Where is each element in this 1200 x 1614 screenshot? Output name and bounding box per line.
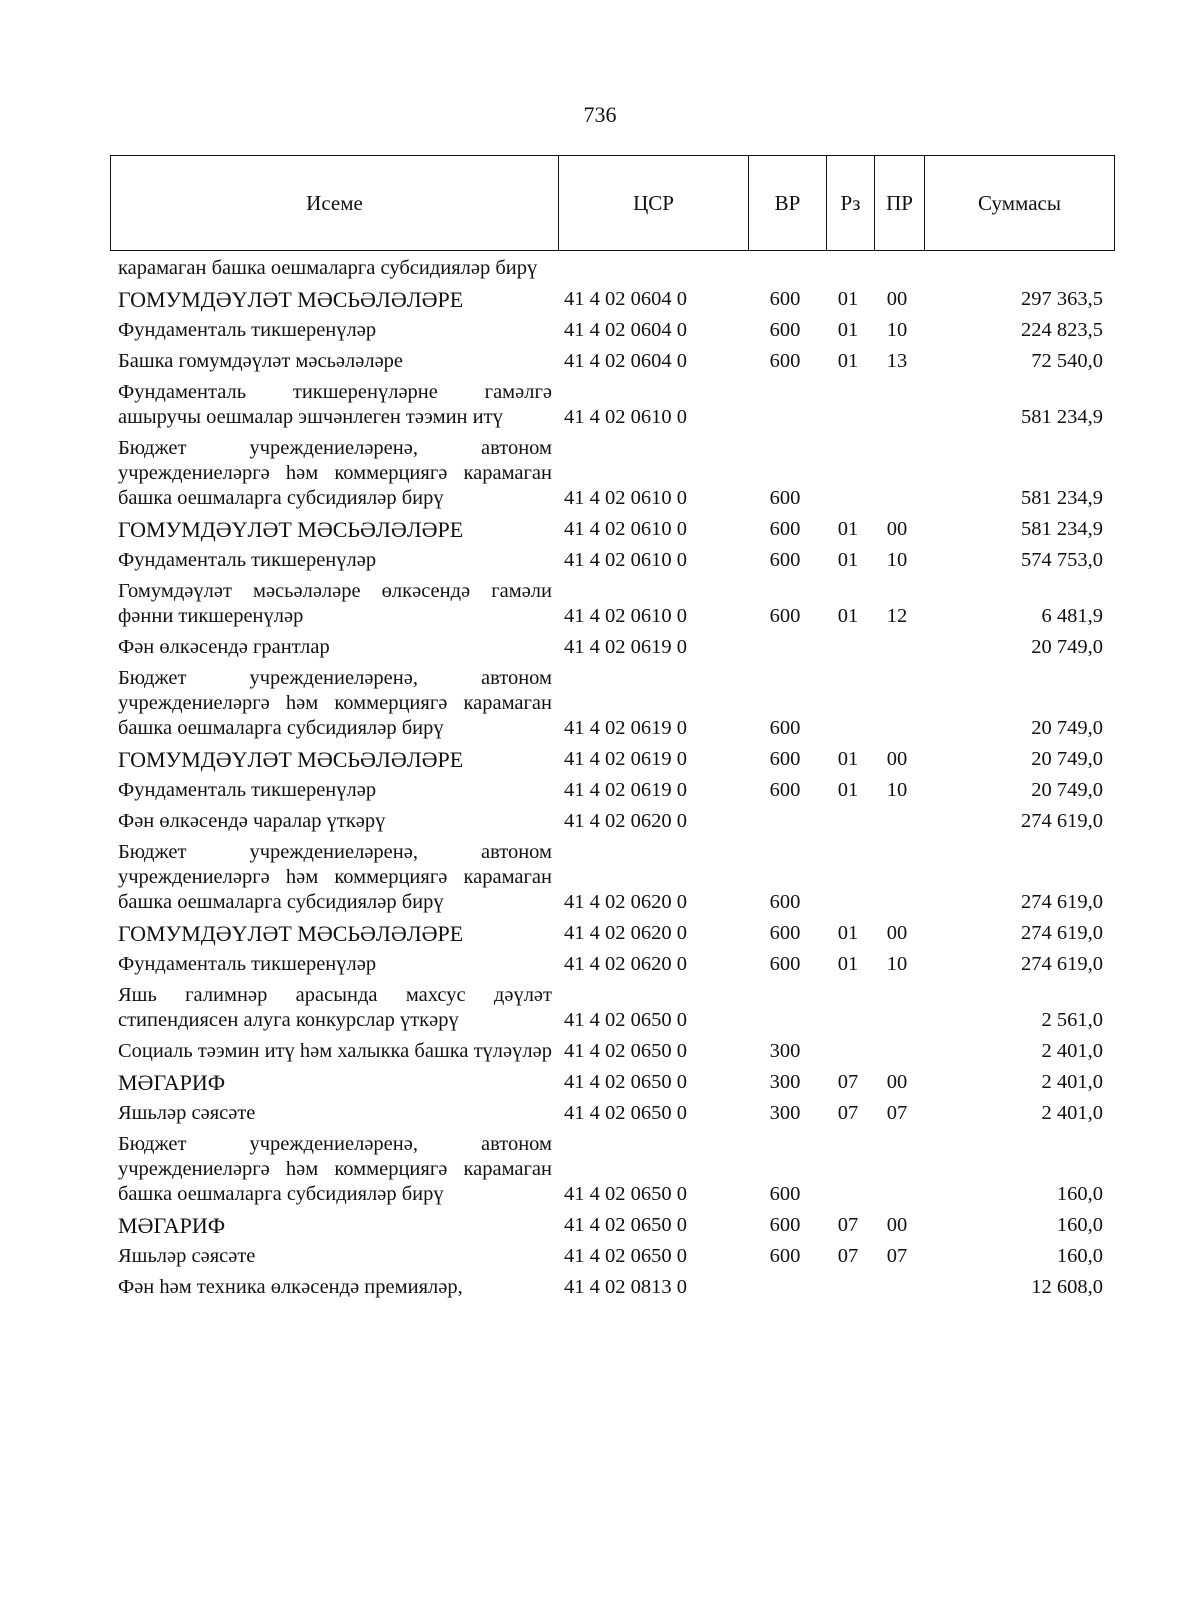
table-row [110,666,1115,747]
table-header [110,155,1115,251]
row-sum: 72 540,0 [1031,350,1103,372]
row-name: Фундаменталь тикшеренүләр [118,953,377,975]
table-row [110,635,1115,666]
row-name: Фундаменталь тикшеренүләрне гамәлгә ашыручы оешмалар эшчәнлеген тәэмин итү [118,381,552,428]
table-row [110,1244,1115,1275]
row-sum: 274 619,0 [1021,922,1103,944]
row-name: Яшьләр сәясәте [118,1245,256,1267]
row-csr: 41 4 02 0650 0 [564,1183,687,1205]
row-csr: 41 4 02 0619 0 [564,748,687,770]
row-sum: 20 749,0 [1031,748,1103,770]
row-csr: 41 4 02 0619 0 [564,779,687,801]
row-rz: 01 [837,288,859,310]
table-row [110,256,1115,287]
row-rz: 01 [837,922,859,944]
row-rz: 01 [837,953,859,975]
row-sum: 2 401,0 [1041,1071,1103,1093]
row-name: МӘГАРИФ [118,1213,226,1238]
row-rz: 01 [837,350,859,372]
table-row [110,548,1115,579]
row-sum: 160,0 [1056,1214,1103,1236]
row-name: Социаль тәэмин итү һәм халыкка башка түләүләр [118,1040,552,1062]
header-csr: ЦСР [559,156,749,250]
table-row [110,1213,1115,1244]
row-csr: 41 4 02 0610 0 [564,487,687,509]
row-vr: 600 [769,549,801,571]
row-vr: 600 [769,1183,801,1205]
header-sum: Суммасы [978,190,1061,215]
row-vr: 600 [769,518,801,540]
row-csr: 41 4 02 0620 0 [564,953,687,975]
table-row [110,380,1115,436]
table-row [110,436,1115,517]
row-rz: 01 [837,518,859,540]
header-name: Исеме [111,156,559,250]
header-pr: ПР [875,156,925,250]
row-name: МӘГАРИФ [118,1070,226,1095]
table-row [110,579,1115,635]
table-row [110,921,1115,952]
row-pr: 13 [886,350,908,372]
row-csr: 41 4 02 0650 0 [564,1040,687,1062]
row-sum: 274 619,0 [1021,810,1103,832]
table-row [110,1132,1115,1213]
row-csr: 41 4 02 0619 0 [564,636,687,658]
row-rz: 07 [837,1245,859,1267]
row-csr: 41 4 02 0604 0 [564,319,687,341]
page-number: 736 [583,102,617,127]
row-sum: 581 234,9 [1021,406,1103,428]
row-vr: 600 [769,717,801,739]
row-rz: 07 [837,1102,859,1124]
row-sum: 581 234,9 [1021,518,1103,540]
row-vr: 600 [769,779,801,801]
row-csr: 41 4 02 0620 0 [564,810,687,832]
row-pr: 00 [886,1071,908,1093]
row-pr: 10 [886,779,908,801]
header-vr: ВР [749,156,827,250]
row-pr: 00 [886,748,908,770]
table-body [110,256,1115,1306]
row-pr: 10 [886,319,908,341]
row-name: Фундаменталь тикшеренүләр [118,549,377,571]
row-sum: 2 561,0 [1041,1009,1103,1031]
row-csr: 41 4 02 0610 0 [564,605,687,627]
row-name: Фән өлкәсендә чаралар үткәрү [118,810,386,832]
row-name: Бюджет учреждениеләренә, автоном учреждениеләргә һәм коммерциягә карамаган башка оешмаларга субсидияләр бирү [118,1133,552,1205]
row-vr: 600 [769,350,801,372]
row-csr: 41 4 02 0610 0 [564,518,687,540]
row-vr: 600 [769,748,801,770]
table-row [110,840,1115,921]
row-sum: 20 749,0 [1031,779,1103,801]
row-sum: 12 608,0 [1031,1276,1103,1298]
table-row [110,809,1115,840]
row-pr: 00 [886,288,908,310]
row-sum: 274 619,0 [1021,891,1103,913]
row-pr: 00 [886,518,908,540]
table-row [110,517,1115,548]
row-vr: 600 [769,891,801,913]
row-csr: 41 4 02 0620 0 [564,891,687,913]
row-rz: 07 [837,1214,859,1236]
row-sum: 297 363,5 [1021,288,1103,310]
row-csr: 41 4 02 0650 0 [564,1009,687,1031]
row-vr: 600 [769,288,801,310]
row-sum: 160,0 [1056,1183,1103,1205]
row-sum: 160,0 [1056,1245,1103,1267]
table-row [110,1275,1115,1306]
row-vr: 600 [769,953,801,975]
row-sum: 2 401,0 [1041,1040,1103,1062]
row-name: Фән өлкәсендә грантлар [118,636,330,658]
row-csr: 41 4 02 0610 0 [564,406,687,428]
row-name: Бюджет учреждениеләренә, автоном учреждениеләргә һәм коммерциягә карамаган башка оешмаларга субсидияләр бирү [118,841,552,913]
row-name: Фундаменталь тикшеренүләр [118,779,377,801]
row-sum: 581 234,9 [1021,487,1103,509]
table-row [110,287,1115,318]
row-rz: 07 [837,1071,859,1093]
row-rz: 01 [837,605,859,627]
row-name: ГОМУМДӘҮЛӘТ МӘСЬӘЛӘЛӘРЕ [118,517,464,542]
table-row [110,747,1115,778]
row-rz: 01 [837,549,859,571]
row-pr: 07 [886,1245,908,1267]
row-name: карамаган башка оешмаларга субсидияләр бирү [118,257,538,279]
row-pr: 00 [886,922,908,944]
row-vr: 600 [769,319,801,341]
row-name: Гомумдәүләт мәсьәләләре өлкәсендә гамәли фәнни тикшеренүләр [118,580,552,627]
table-row [110,1039,1115,1070]
table-row [110,952,1115,983]
row-sum: 20 749,0 [1031,717,1103,739]
row-name: ГОМУМДӘҮЛӘТ МӘСЬӘЛӘЛӘРЕ [118,287,464,312]
header-rz: Рз [827,156,875,250]
row-csr: 41 4 02 0650 0 [564,1245,687,1267]
table-row [110,983,1115,1039]
row-pr: 10 [886,953,908,975]
row-vr: 600 [769,605,801,627]
row-csr: 41 4 02 0604 0 [564,288,687,310]
row-vr: 600 [769,487,801,509]
row-csr: 41 4 02 0620 0 [564,922,687,944]
row-vr: 600 [769,1214,801,1236]
row-sum: 20 749,0 [1031,636,1103,658]
row-sum: 6 481,9 [1041,605,1103,627]
row-rz: 01 [837,319,859,341]
row-csr: 41 4 02 0813 0 [564,1276,687,1298]
row-vr: 600 [769,1245,801,1267]
row-pr: 10 [886,549,908,571]
row-rz: 01 [837,748,859,770]
table-row [110,1070,1115,1101]
row-sum: 574 753,0 [1021,549,1103,571]
row-vr: 600 [769,922,801,944]
row-sum: 274 619,0 [1021,953,1103,975]
row-name: Яшь галимнәр арасында махсус дәүләт стипендиясен алуга конкурслар үткәрү [118,984,552,1031]
row-csr: 41 4 02 0650 0 [564,1214,687,1236]
table-row [110,1101,1115,1132]
row-csr: 41 4 02 0610 0 [564,549,687,571]
row-vr: 300 [769,1071,801,1093]
row-name: ГОМУМДӘҮЛӘТ МӘСЬӘЛӘЛӘРЕ [118,921,464,946]
row-name: Бюджет учреждениеләренә, автоном учреждениеләргә һәм коммерциягә карамаган башка оешмаларга субсидияләр бирү [118,667,552,739]
row-csr: 41 4 02 0650 0 [564,1102,687,1124]
row-name: Башка гомумдәүләт мәсьәләләре [118,350,404,372]
table-row [110,318,1115,349]
row-pr: 00 [886,1214,908,1236]
row-sum: 2 401,0 [1041,1102,1103,1124]
row-name: Бюджет учреждениеләренә, автоном учреждениеләргә һәм коммерциягә карамаган башка оешмаларга субсидияләр бирү [118,437,552,509]
row-pr: 07 [886,1102,908,1124]
row-name: Фән һәм техника өлкәсендә премияләр, [118,1276,463,1298]
row-name: ГОМУМДӘҮЛӘТ МӘСЬӘЛӘЛӘРЕ [118,747,464,772]
table-row [110,778,1115,809]
row-vr: 300 [769,1102,801,1124]
row-name: Яшьләр сәясәте [118,1102,256,1124]
row-csr: 41 4 02 0604 0 [564,350,687,372]
row-sum: 224 823,5 [1021,319,1103,341]
row-csr: 41 4 02 0650 0 [564,1071,687,1093]
table-row [110,349,1115,380]
row-rz: 01 [837,779,859,801]
row-vr: 300 [769,1040,801,1062]
row-pr: 12 [886,605,908,627]
row-csr: 41 4 02 0619 0 [564,717,687,739]
row-name: Фундаменталь тикшеренүләр [118,319,377,341]
